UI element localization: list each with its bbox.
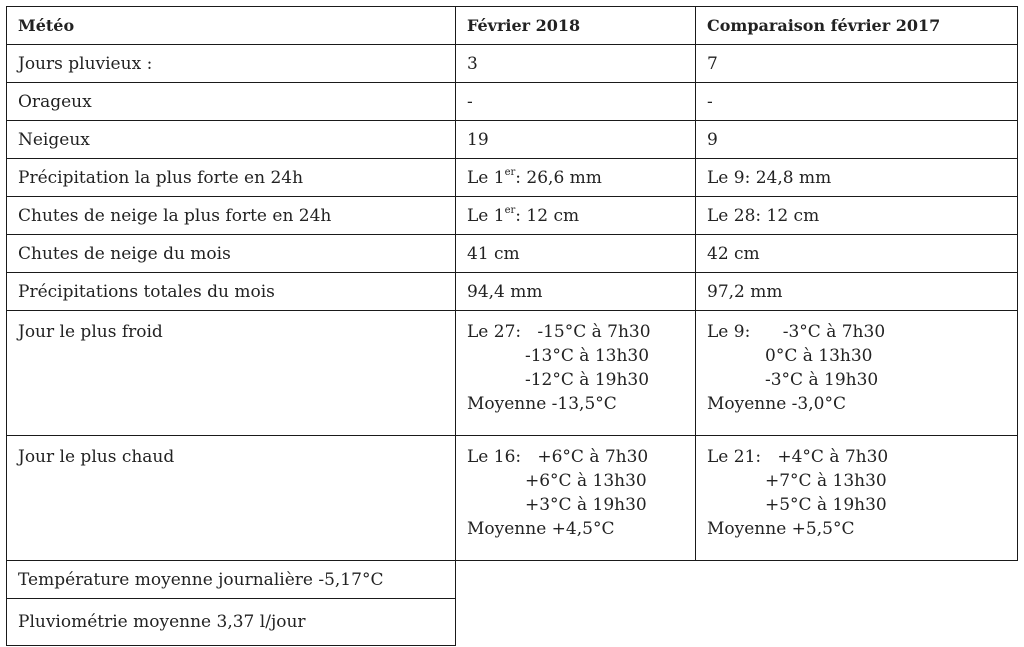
- temp-reading: -3°C à 19h30: [765, 370, 879, 390]
- row-label: Neigeux: [7, 121, 456, 159]
- ordinal-superscript: er: [504, 204, 516, 216]
- temp-average: Moyenne -3,0°C: [707, 394, 846, 414]
- header-comparaison-2017: Comparaison février 2017: [696, 7, 1018, 45]
- temp-line: [467, 445, 695, 469]
- table-row: [7, 45, 1018, 83]
- avg-daily-temperature: Température moyenne journalière -5,17°C: [7, 561, 456, 599]
- table-header-row: [7, 7, 1018, 45]
- value-suffix: : 26,6 mm: [515, 167, 602, 188]
- temp-average: Moyenne +4,5°C: [467, 519, 615, 539]
- value-2018: 19: [456, 121, 696, 159]
- row-label: Chutes de neige la plus forte en 24h: [7, 197, 456, 235]
- row-label: Jour le plus froid: [7, 311, 456, 436]
- value-2018: [456, 159, 696, 197]
- temp-average: Moyenne +5,5°C: [707, 519, 855, 539]
- weather-table: [6, 6, 1018, 646]
- header-fevrier-2018: Février 2018: [456, 7, 696, 45]
- value-2018: 94,4 mm: [456, 273, 696, 311]
- temp-line: [707, 320, 1017, 344]
- temp-average: Moyenne -13,5°C: [467, 394, 617, 414]
- temp-reading: +7°C à 13h30: [765, 471, 887, 491]
- temp-reading: -15°C à 7h30: [537, 322, 651, 342]
- value-prefix: Le 1: [467, 167, 505, 188]
- table-row: [7, 273, 1018, 311]
- coldest-2017: [696, 311, 1018, 436]
- empty-cell: [456, 599, 1018, 646]
- table-row: [7, 159, 1018, 197]
- row-label: Orageux: [7, 83, 456, 121]
- row-label: Précipitation la plus forte en 24h: [7, 159, 456, 197]
- header-meteo: Météo: [7, 7, 456, 45]
- hottest-day-row: [7, 436, 1018, 561]
- table-row: [7, 83, 1018, 121]
- temp-reading: +4°C à 7h30: [777, 447, 889, 467]
- table-row: [7, 121, 1018, 159]
- table-row: [7, 197, 1018, 235]
- empty-cell: [456, 561, 1018, 599]
- temp-reading: +3°C à 19h30: [525, 495, 647, 515]
- value-2017: 42 cm: [696, 235, 1018, 273]
- day-label: Le 27:: [467, 322, 522, 342]
- value-prefix: Le 1: [467, 205, 505, 226]
- row-label: Précipitations totales du mois: [7, 273, 456, 311]
- coldest-day-row: [7, 311, 1018, 436]
- temp-reading: +6°C à 7h30: [537, 447, 649, 467]
- coldest-2018: [456, 311, 696, 436]
- value-suffix: : 12 cm: [515, 205, 580, 226]
- row-label: Chutes de neige du mois: [7, 235, 456, 273]
- value-2018: 3: [456, 45, 696, 83]
- hottest-2017: [696, 436, 1018, 561]
- value-2018: -: [456, 83, 696, 121]
- temp-reading: -13°C à 13h30: [525, 346, 650, 366]
- row-label: Jour le plus chaud: [7, 436, 456, 561]
- avg-rainfall: Pluviométrie moyenne 3,37 l/jour: [7, 599, 456, 646]
- value-2018: [456, 197, 696, 235]
- value-2017: -: [696, 83, 1018, 121]
- day-label: Le 21:: [707, 447, 762, 467]
- day-label: Le 16:: [467, 447, 522, 467]
- temp-line: [467, 320, 695, 344]
- value-2017: Le 9: 24,8 mm: [696, 159, 1018, 197]
- value-2017: 9: [696, 121, 1018, 159]
- value-2017: 7: [696, 45, 1018, 83]
- temp-reading: +6°C à 13h30: [525, 471, 647, 491]
- row-label: Jours pluvieux :: [7, 45, 456, 83]
- ordinal-superscript: er: [504, 166, 516, 178]
- table-row: [7, 235, 1018, 273]
- temp-reading: -3°C à 7h30: [782, 322, 886, 342]
- temp-reading: +5°C à 19h30: [765, 495, 887, 515]
- temp-line: [707, 445, 1017, 469]
- temp-reading: -12°C à 19h30: [525, 370, 650, 390]
- hottest-2018: [456, 436, 696, 561]
- footer-row: [7, 561, 1018, 599]
- footer-row: [7, 599, 1018, 646]
- value-2017: 97,2 mm: [696, 273, 1018, 311]
- temp-reading: 0°C à 13h30: [765, 346, 873, 366]
- value-2018: 41 cm: [456, 235, 696, 273]
- value-2017: Le 28: 12 cm: [696, 197, 1018, 235]
- day-label: Le 9:: [707, 322, 751, 342]
